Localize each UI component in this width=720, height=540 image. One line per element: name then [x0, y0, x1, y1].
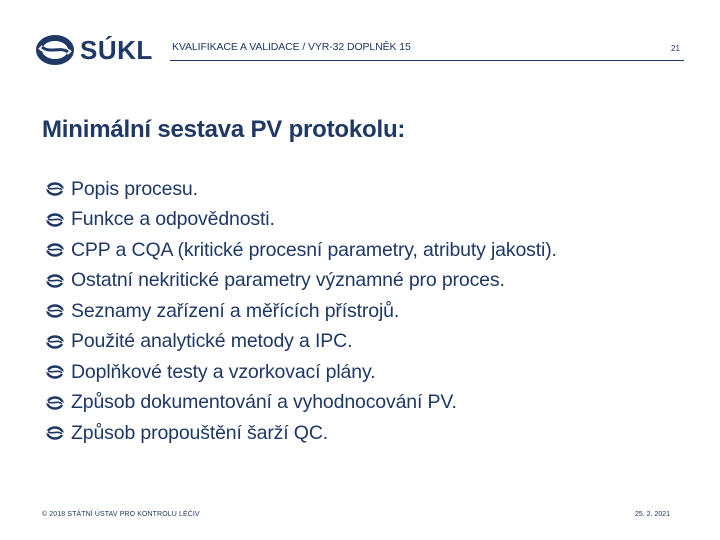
sukl-swirl-icon — [45, 303, 65, 319]
bullet-item — [45, 418, 557, 449]
sukl-swirl-icon — [45, 242, 65, 258]
sukl-logo — [36, 34, 153, 66]
footer-date: 25. 2. 2021 — [635, 511, 671, 518]
bullet-item — [45, 327, 557, 358]
sukl-swirl-icon — [45, 425, 65, 441]
bullet-item — [45, 235, 557, 266]
bullet-text: Způsob dokumentování a vyhodnocování PV. — [71, 391, 457, 414]
header-divider — [170, 60, 684, 61]
bullet-text: Ostatní nekritické parametry významné pro proces. — [71, 269, 505, 292]
bullet-item — [45, 357, 557, 388]
bullet-text: Doplňkové testy a vzorkovací plány. — [71, 360, 376, 383]
sukl-logo-icon — [36, 35, 74, 65]
sukl-swirl-icon — [45, 273, 65, 289]
bullet-item — [45, 205, 557, 236]
bullet-text: Seznamy zařízení a měřících přístrojů. — [71, 299, 400, 322]
bullet-list — [45, 174, 557, 449]
logo-text: SÚKL — [80, 34, 153, 65]
slide-title: Minimální sestava PV protokolu: — [42, 116, 406, 143]
bullet-item — [45, 296, 557, 327]
bullet-item — [45, 266, 557, 297]
bullet-text: Použité analytické metody a IPC. — [71, 330, 353, 353]
sukl-swirl-icon — [45, 395, 65, 411]
bullet-text: Způsob propouštění šarží QC. — [71, 421, 329, 444]
footer-copyright: © 2018 STÁTNÍ ÚSTAV PRO KONTROLU LÉČIV — [42, 511, 200, 518]
bullet-text: Popis procesu. — [71, 177, 198, 200]
bullet-item — [45, 388, 557, 419]
header-title: KVALIFIKACE A VALIDACE / VYR-32 DOPLNĚK 15 — [172, 41, 411, 53]
page-number: 21 — [671, 44, 680, 53]
sukl-swirl-icon — [45, 334, 65, 350]
bullet-text: CPP a CQA (kritické procesní parametry, atributy jakosti). — [71, 238, 557, 261]
sukl-swirl-icon — [45, 181, 65, 197]
bullet-item — [45, 174, 557, 205]
bullet-text: Funkce a odpovědnosti. — [71, 208, 275, 231]
sukl-swirl-icon — [45, 364, 65, 380]
sukl-swirl-icon — [45, 212, 65, 228]
